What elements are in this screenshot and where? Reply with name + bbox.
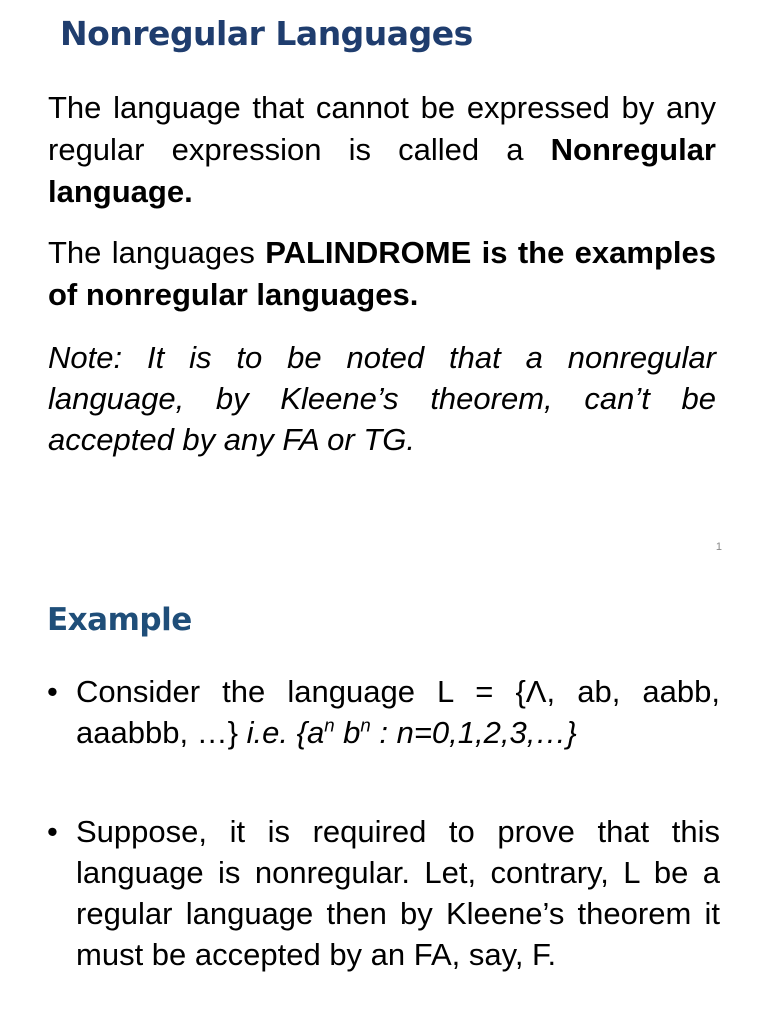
slide-example — [0, 570, 768, 1024]
bullet-item-proof — [47, 811, 720, 975]
slide-title: Nonregular Languages — [60, 14, 473, 53]
example-title: Example — [47, 602, 192, 638]
definition-bold-term: Nonregular language. — [48, 132, 716, 209]
formula-middle: b — [334, 715, 361, 750]
definition-paragraph — [48, 87, 716, 213]
example-paragraph — [48, 232, 716, 316]
bullet-icon: • — [47, 814, 58, 849]
bullet-text — [76, 671, 720, 753]
definition-text: The language that cannot be expressed by any regular expression is called a — [48, 90, 716, 167]
example-bold-text: PALINDROME is the examples of nonregular languages. — [48, 235, 716, 312]
language-formula — [247, 715, 577, 750]
example-text: The languages — [48, 235, 266, 270]
page-number: 1 — [715, 541, 722, 553]
formula-exponent-a: n — [324, 714, 335, 736]
bullet-icon: • — [47, 674, 58, 709]
formula-suffix: : n=0,1,2,3,…} — [370, 715, 577, 750]
bullet-text: Suppose, it is required to prove that this language is nonregular. Let, contrary, L be a regular language then by Kleene’s theorem it must be accepted by an FA, say, F. — [76, 814, 720, 972]
bullet-plain-text: Consider the language L = {Λ, ab, aabb, aaabbb, …} — [76, 674, 720, 750]
formula-exponent-b: n — [360, 714, 371, 736]
bullet-item-language — [47, 671, 720, 753]
formula-prefix: i.e. {a — [246, 715, 325, 750]
note-paragraph: Note: It is to be noted that a nonregular language, by Kleene’s theorem, can’t be accepted by any FA or TG. — [48, 340, 716, 457]
